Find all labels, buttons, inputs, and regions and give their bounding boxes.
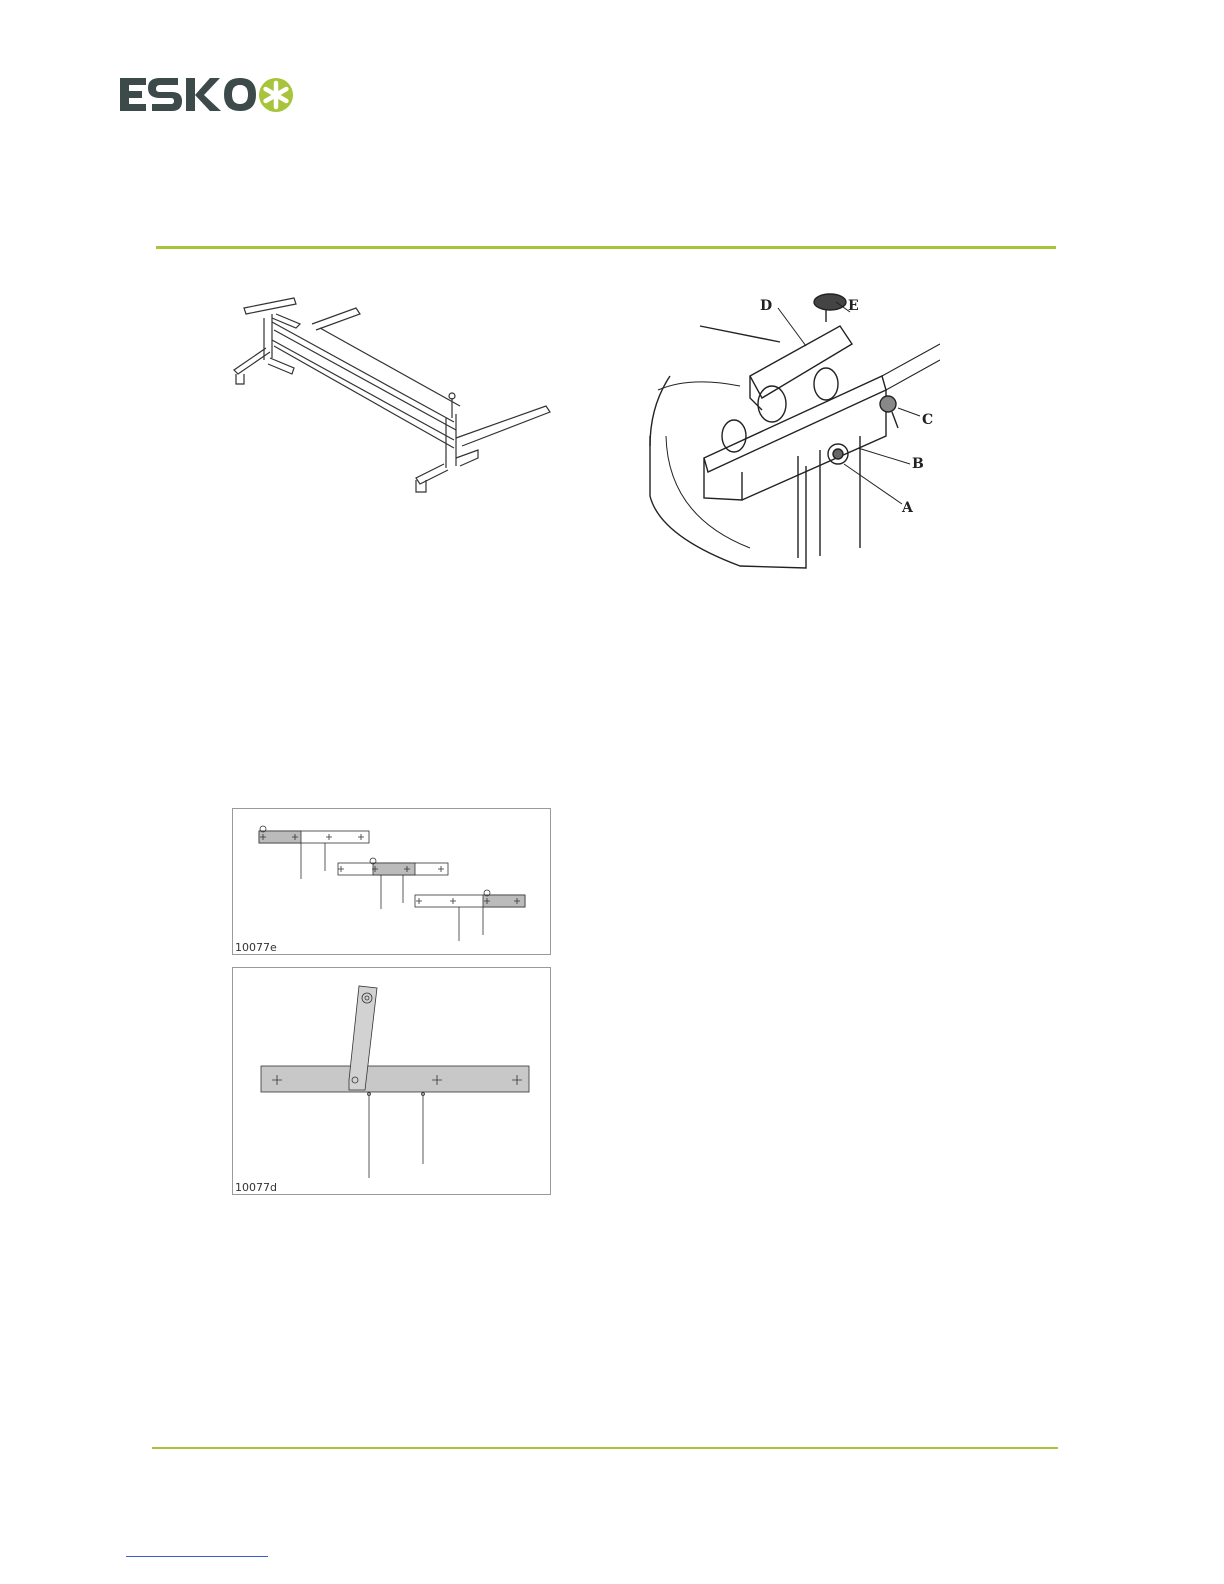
callout-e: E bbox=[848, 298, 859, 314]
diagram-code: 10077d bbox=[235, 1181, 277, 1194]
callout-d: D bbox=[760, 298, 773, 314]
frame-assembly-figure bbox=[216, 288, 556, 498]
callout-a: A bbox=[902, 500, 913, 516]
footer-link-underline[interactable] bbox=[126, 1556, 268, 1557]
bracket-positions-diagram bbox=[232, 808, 551, 955]
callout-b: B bbox=[912, 456, 924, 472]
header-rule bbox=[156, 246, 1056, 249]
callout-c: C bbox=[922, 412, 934, 428]
esko-logo bbox=[118, 70, 298, 120]
footer-rule bbox=[152, 1447, 1058, 1449]
bracket-detail-figure bbox=[630, 286, 940, 576]
diagram-code: 10077e bbox=[235, 941, 277, 954]
bracket-mounting-diagram bbox=[232, 967, 551, 1195]
